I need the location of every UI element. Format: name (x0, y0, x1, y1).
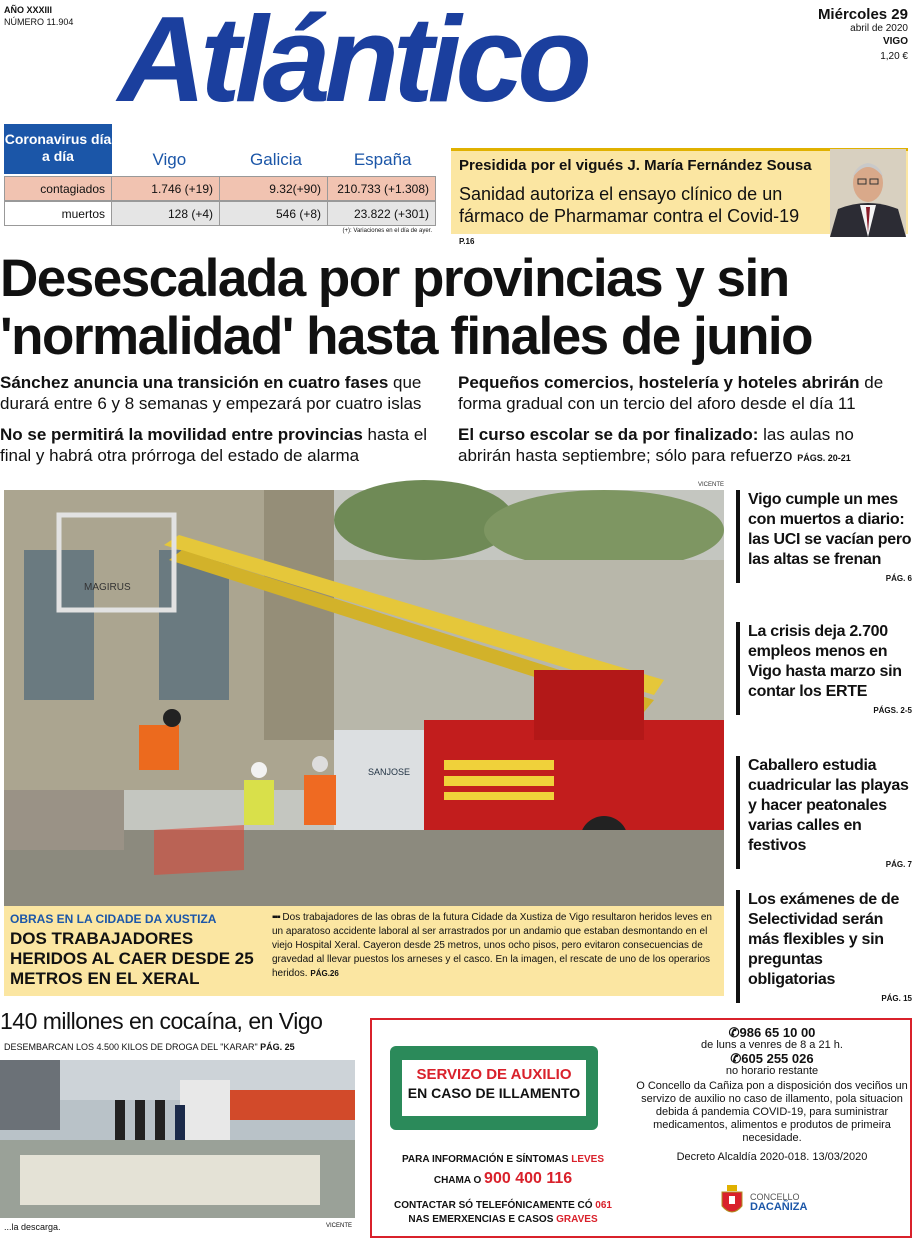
page-reference: PÁGS. 20-21 (797, 453, 851, 463)
issue-year: AÑO XXXIII (4, 5, 53, 15)
deck-bold: Sánchez anuncia una transición en cuatro fases (0, 373, 389, 392)
deck-item (0, 372, 440, 414)
cocaine-headline[interactable]: 140 millones en cocaína, en Vigo (0, 1008, 323, 1034)
ad-banner (390, 1046, 598, 1130)
ad-banner-inner (402, 1060, 586, 1116)
ad-info-highlight: GRAVES (556, 1214, 598, 1225)
cell-vigo: 128 (+4) (112, 201, 220, 226)
page-reference: PÁG. 25 (260, 1042, 295, 1052)
page-reference: PÁG. 7 (885, 860, 912, 869)
masthead-issue-info (4, 4, 73, 28)
cell-vigo: 1.746 (+19) (112, 176, 220, 201)
cocaine-subhead (4, 1042, 295, 1052)
cell-galicia: 546 (+8) (220, 201, 328, 226)
ad-info-line (372, 1154, 634, 1165)
cell-galicia: 9.32(+90) (220, 176, 328, 201)
covid-table-title: Coronavirus día a día (4, 124, 112, 174)
concello-label: CONCELLO (750, 1192, 800, 1202)
rescue-photo[interactable] (4, 490, 724, 906)
page-reference: PÁG. 6 (885, 574, 912, 583)
news-item[interactable] (736, 490, 912, 583)
main-headline[interactable] (0, 250, 916, 366)
concello-name: DACAÑIZA (750, 1201, 808, 1213)
cell-espana: 210.733 (+1.308) (328, 176, 436, 201)
cocaine-caption: ...la descarga. (4, 1222, 61, 1232)
pharma-kicker: Presidida por el vigués J. María Fernández Sousa (459, 157, 812, 174)
cocaine-subhead-text: DESEMBARCAN LOS 4.500 KILOS DE DROGA DEL "KARAR" (4, 1042, 258, 1052)
column-header-galicia: Galicia (250, 150, 302, 169)
news-title: La crisis deja 2.700 empleos menos en Vigo hasta marzo sin contar los ERTE (748, 623, 902, 700)
photo-credit: VICENTE (698, 482, 725, 488)
phone-icon: ✆ (730, 1051, 742, 1066)
row-label: muertos (4, 201, 112, 226)
table-row-muertos (4, 201, 436, 226)
table-row-contagiados (4, 176, 436, 201)
caption-headline: DOS TRABAJADORES HERIDOS AL CAER DESDE 25 METROS EN EL XERAL (10, 929, 254, 988)
news-title: Vigo cumple un mes con muertos a diario: las UCI se vacían pero las altas se frenan (748, 491, 912, 568)
portrait-photo (830, 149, 906, 237)
hoarding-label: SANJOSE (368, 767, 411, 777)
issue-date: abril de 2020 (850, 23, 908, 34)
phone-icon: ✆ (728, 1025, 740, 1040)
deck-rest: hasta el final y habrá otra prórroga del estado de alarma (0, 425, 428, 465)
covid-table-header (116, 150, 436, 170)
ad-info-text: NAS EMERXENCIAS E CASOS (408, 1214, 557, 1225)
deck-item (458, 424, 908, 469)
issue-price: 1,20 € (880, 51, 908, 62)
newspaper-logo[interactable]: Atlántico (118, 0, 586, 127)
page-reference: PÁGS. 2-5 (873, 706, 912, 715)
ad-info-text: CONTACTAR SÓ TELEFÓNICAMENTE CÓ (394, 1200, 596, 1211)
news-title: Los exámenes de de Selectividad serán más flexibles y sin preguntas obligatorias (748, 891, 900, 988)
cell-espana: 23.822 (+301) (328, 201, 436, 226)
caption-bullet-icon: ▪▪▪ (272, 912, 280, 923)
page-reference: PÁG. 15 (881, 994, 912, 1003)
page-reference: P.16 (459, 237, 475, 246)
ad-info-line (372, 1200, 634, 1211)
ad-phone-number: 900 400 116 (484, 1170, 573, 1187)
deck-rest: de forma gradual con un tercio del aforo desde el día 11 (458, 373, 884, 413)
concello-logo (750, 1192, 807, 1212)
deck-bold: No se permitirá la movilidad entre provincias (0, 425, 363, 444)
ad-phone-1 (634, 1026, 910, 1039)
ad-contact-info (634, 1026, 910, 1164)
column-header-vigo: Vigo (152, 150, 187, 169)
issue-number: NÚMERO 11.904 (4, 17, 74, 27)
deck-bold: Pequeños comercios, hostelería y hoteles abrirán (458, 373, 860, 392)
ad-body: O Concello da Cañiza pon a disposición dos veciños un servizo de auxilio no caso de illamento, pola situacion debida á pandemia COVID-19, para suministrar medicamentos, alimentos e produtos de primeira necesidade. (636, 1080, 908, 1144)
caption-body: Dos trabajadores de las obras de la futura Cidade da Xustiza de Vigo resultaron heridos leves en un aparatoso accidente laboral al ser arrastrados por un andamio que estaban desmontando en el viejo Hospital Xeral. Cayeron desde 25 metros, unos ocho pisos, pero evitaron consecuencias de gravedad al llevar puestos los arneses y el casco. En la imagen, el rescate de uno de los operarios heridos. (272, 912, 712, 979)
issue-day: Miércoles 29 (817, 6, 908, 23)
news-item[interactable] (736, 756, 912, 869)
ad-banner-title: SERVIZO DE AUXILIO (416, 1066, 572, 1083)
ad-banner-subtitle: EN CASO DE ILLAMENTO (407, 1085, 581, 1101)
ad-phone-2-number: 605 255 026 (741, 1051, 814, 1066)
deck-bold: El curso escolar se da por finalizado: (458, 425, 759, 444)
ad-decree: Decreto Alcaldía 2020-018. 13/03/2020 (676, 1151, 868, 1163)
cocaine-photo[interactable] (0, 1060, 355, 1218)
covid-table-note: (+): Variaciones en el día de ayer. (342, 228, 432, 234)
deck-rest: las aulas no abrirán hasta septiembre; sólo para refuerzo (458, 425, 854, 465)
pharma-teaser[interactable] (451, 148, 908, 246)
deck-rest: que durará entre 6 y 8 semanas y empezará por cuatro islas (0, 373, 422, 413)
ad-info-line (372, 1214, 634, 1225)
pharma-text (459, 183, 819, 253)
headline-line-2: 'normalidad' hasta finales de junio (0, 307, 813, 366)
ad-phone-1-number: 986 65 10 00 (739, 1025, 816, 1040)
ad-hours-2: no horario restante (725, 1065, 819, 1077)
news-title: Caballero estudia cuadricular las playas y hacer peatonales varias calles en festivos (748, 757, 909, 854)
row-label: contagiados (4, 176, 112, 201)
news-item[interactable] (736, 890, 912, 1003)
ad-info-line (372, 1170, 634, 1188)
ad-info-text: PARA INFORMACIÓN E SÍNTOMAS (401, 1154, 572, 1165)
ad-info-text: CHAMA O (433, 1175, 485, 1186)
ad-hours-1: de luns a venres de 8 a 21 h. (701, 1039, 843, 1051)
photo-caption-title-box (4, 906, 266, 996)
caption-kicker: OBRAS EN LA CIDADE DA XUSTIZA (10, 912, 217, 926)
ad-info-highlight: 061 (595, 1200, 612, 1211)
photo-caption-text (266, 906, 724, 996)
covid-stats-table (4, 124, 436, 234)
concello-advertisement[interactable] (370, 1018, 912, 1238)
column-header-espana: España (353, 150, 412, 169)
issue-city: VIGO (882, 36, 908, 47)
masthead-date-info (818, 6, 908, 62)
deck-item (458, 372, 908, 414)
ad-phone-2 (634, 1052, 910, 1065)
ad-info-highlight: LEVES (571, 1154, 605, 1165)
page-reference: PÁG.26 (310, 969, 339, 978)
photo-credit: VICENTE (326, 1223, 353, 1229)
news-item[interactable] (736, 622, 912, 715)
headline-line-1: Desescalada por provincias y sin (0, 249, 789, 308)
truck-brand-label: MAGIRUS (84, 582, 131, 593)
coat-of-arms-icon (720, 1184, 744, 1218)
deck-item (0, 424, 440, 466)
pharma-text-body: Sanidad autoriza el ensayo clínico de un fármaco de Pharmamar contra el Covid-19 (459, 184, 800, 226)
